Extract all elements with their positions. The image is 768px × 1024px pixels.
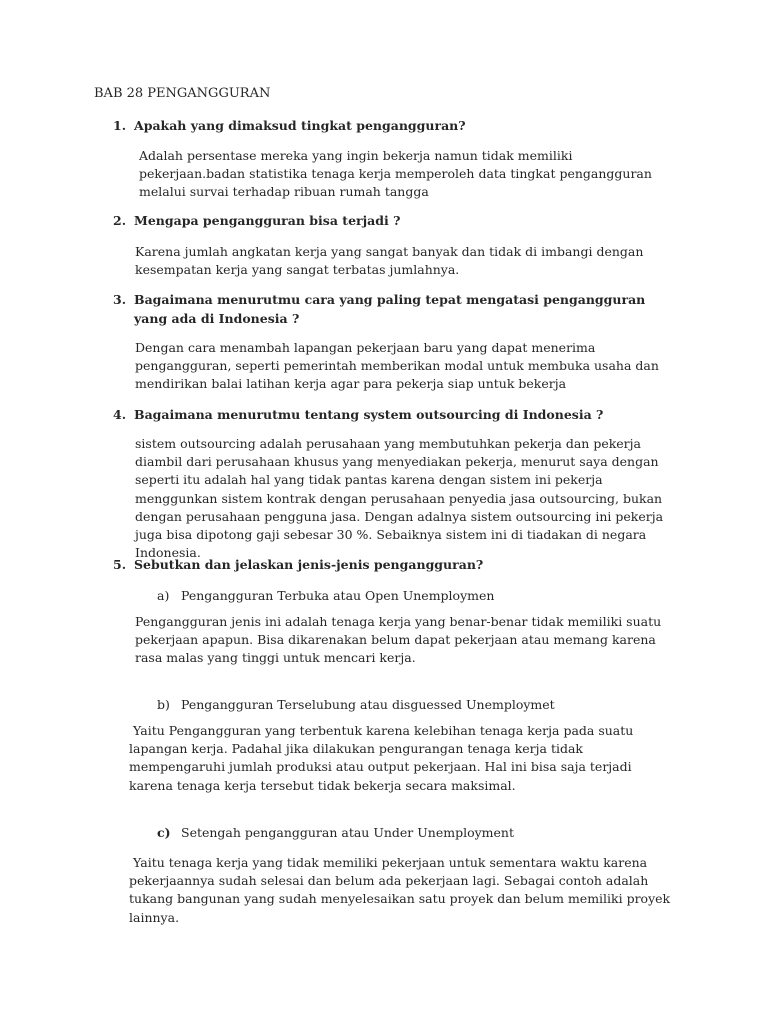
subitem-text: Pengangguran Terbuka atau Open Unemploymen (181, 588, 495, 603)
answer-4: sistem outsourcing adalah perusahaan yang membutuhkan pekerja dan pekerja diambil dari perusahaan khusus yang menyediakan pekerja, menurut saya dengan seperti itu adalah hal yang tidak pantas karena dengan sistem ini pekerja menggunkan sistem kontrak dengan perusahaan penyedia jasa outsourcing, bukan dengan perusahaan pengguna jasa. Dengan adalnya sistem outsourcing ini pekerja juga bisa dipotong gaji sebesar 30 %. Sebaiknya sistem ini di tiadakan di negara Indonesia. (135, 436, 664, 561)
answer-3: Dengan cara menambah lapangan pekerjaan baru yang dapat menerima pengangguran, seperti pemerintah memberikan modal untuk membuka usaha dan mendirikan balai latihan kerja agar para pekerja siap untuk bekerja (135, 340, 659, 392)
question-text: Bagaimana menurutmu cara yang paling tepat mengatasi pengangguran yang ada di Indonesia ? (134, 292, 646, 326)
subitem-b (157, 696, 657, 714)
subitem-text: Setengah pengangguran atau Under Unemployment (181, 825, 515, 840)
question-number: 3. (113, 292, 127, 307)
subitem-label: b) (157, 697, 170, 712)
question-number: 4. (113, 407, 127, 422)
answer-5a: Pengangguran jenis ini adalah tenaga kerja yang benar-benar tidak memiliki suatu pekerjaan apapun. Bisa dikarenakan belum dapat pekerjaan atau memang karena rasa malas yang tinggi untuk mencari kerja. (135, 614, 662, 666)
document-title: BAB 28 PENGANGGURAN (94, 86, 271, 101)
question-text: Mengapa pengangguran bisa terjadi ? (134, 213, 401, 228)
subitem-label: a) (157, 588, 170, 603)
answer-5b: Yaitu Pengangguran yang terbentuk karena kelebihan tenaga kerja pada suatu lapangan kerja. Padahal jika dilakukan pengurangan tenaga kerja tidak mempengaruhi jumlah produksi atau output pekerjaan. Hal ini bisa saja terjadi karena tenaga kerja tersebut tidak bekerja secara maksimal. (129, 723, 634, 793)
question-number: 5. (113, 557, 127, 572)
answer-1: Adalah persentase mereka yang ingin bekerja namun tidak memiliki pekerjaan.badan statistika tenaga kerja memperoleh data tingkat pengangguran melalui survai terhadap ribuan rumah tangga (139, 148, 652, 200)
subitem-text: Pengangguran Terselubung atau disguessed Unemploymet (181, 697, 555, 712)
question-5 (113, 556, 673, 575)
question-text: Sebutkan dan jelaskan jenis-jenis pengangguran? (134, 557, 484, 572)
answer-5c: Yaitu tenaga kerja yang tidak memiliki pekerjaan untuk sementara waktu karena pekerjaannya sudah selesai dan belum ada pekerjaan lagi. Sebagai contoh adalah tukang bangunan yang sudah menyelesaikan satu proyek dan belum memiliki proyek lainnya. (129, 855, 671, 925)
subitem-c (157, 824, 657, 842)
question-text: Bagaimana menurutmu tentang system outsourcing di Indonesia ? (134, 407, 604, 422)
question-1 (113, 117, 673, 136)
answer-2: Karena jumlah angkatan kerja yang sangat banyak dan tidak di imbangi dengan kesempatan kerja yang sangat terbatas jumlahnya. (135, 244, 644, 278)
question-4 (113, 406, 673, 425)
question-3 (113, 291, 673, 328)
subitem-a (157, 587, 657, 605)
question-number: 2. (113, 213, 127, 228)
question-number: 1. (113, 118, 127, 133)
question-text: Apakah yang dimaksud tingkat pengangguran? (134, 118, 466, 133)
question-2 (113, 212, 673, 231)
subitem-label: c) (157, 825, 171, 840)
